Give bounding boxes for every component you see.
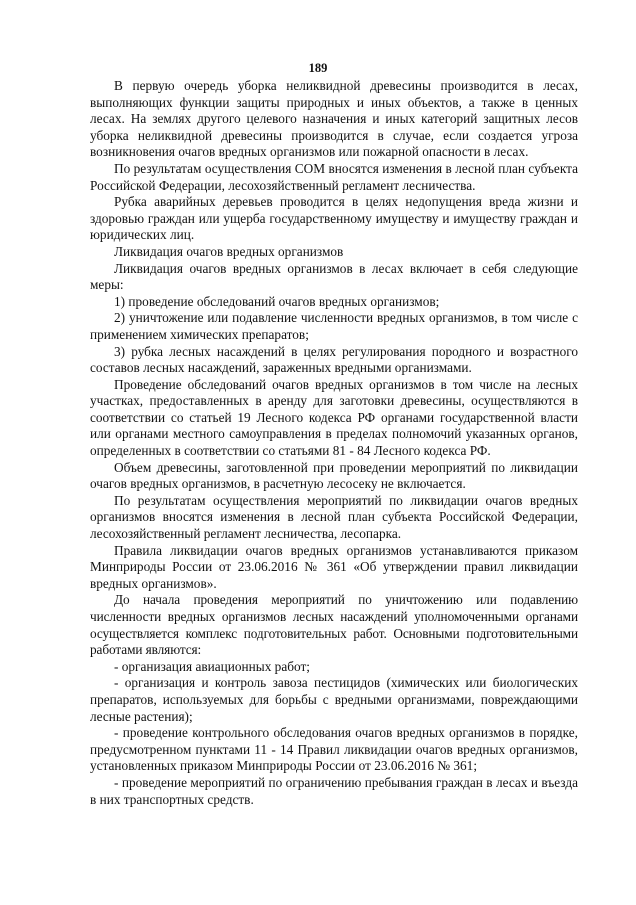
list-item-pesticides: - организация и контроль завоза пестицидов (химических или биологических препаратов, используемых для борьбы с вредными организмами, повреждающими лесные растения); xyxy=(90,675,578,724)
paragraph-preparatory-works: До начала проведения мероприятий по уничтожению или подавлению численности вредных организмов лесных насаждений уполномоченными органами осуществляется комплекс подготовительных работ. Основными подготовительными работами являются: xyxy=(90,592,578,658)
paragraph-forest-plan-changes: По результатам осуществления мероприятий по ликвидации очагов вредных организмов вносятся изменения в лесной план субъекта Российской Федерации, лесохозяйственный регламент лесничества, лесопарка. xyxy=(90,492,578,542)
section-heading-pest-elimination: Ликвидация очагов вредных организмов xyxy=(114,243,344,259)
paragraph-som-results: По результатам осуществления СОМ вносятся изменения в лесной план субъекта Российской Федерации, лесохозяйственный регламент лесничества. xyxy=(90,160,578,193)
list-item-measure-2: 2) уничтожение или подавление численности вредных организмов, в том числе с применением химических препаратов; xyxy=(90,310,578,342)
paragraph-surveys: Проведение обследований очагов вредных организмов в том числе на лесных участках, предоставленных в аренду для заготовки древесины, осуществляются в соответствии со статьей 19 Лесного кодекса РФ органами государственной власти или органами местного самоуправления в пределах полномочий указанных органов, определенных в соответствии со статьями 81 - 84 Лесного кодекса РФ. xyxy=(90,376,578,459)
paragraph-timber-volume: Объем древесины, заготовленной при проведении мероприятий по ликвидации очагов вредных организмов, в расчетную лесосеку не включается. xyxy=(90,459,578,492)
paragraph-emergency-felling: Рубка аварийных деревьев проводится в целях недопущения вреда жизни и здоровью граждан или ущерба государственному имуществу и имуществу граждан и юридических лиц. xyxy=(90,194,578,243)
paragraph-cleanup-priority: В первую очередь уборка неликвидной древесины производится в лесах, выполняющих функции защиты природных и иных объектов, а также в ценных лесах. На землях другого целевого назначения и иных категорий защитных лесов уборка неликвидной древесины производится в случае, если создается угроза возникновения очагов вредных организмов или пожарной опасности в лесах. xyxy=(90,78,578,160)
paragraph-measures-intro: Ликвидация очагов вредных организмов в лесах включает в себя следующие меры: xyxy=(90,260,578,293)
list-item-measure-3: 3) рубка лесных насаждений в целях регулирования породного и возрастного составов лесных насаждений, зараженных вредными организмами. xyxy=(90,343,578,376)
list-item-measure-1: 1) проведение обследований очагов вредных организмов; xyxy=(114,293,440,309)
list-item-access-restriction: - проведение мероприятий по ограничению пребывания граждан в лесах и въезда в них транспортных средств. xyxy=(90,774,578,807)
paragraph-rules-order: Правила ликвидации очагов вредных организмов устанавливаются приказом Минприроды России от 23.06.2016 № 361 «Об утверждении правил ликвидации вредных организмов». xyxy=(90,542,578,591)
list-item-aviation-works: - организация авиационных работ; xyxy=(114,658,310,674)
list-item-control-survey: - проведение контрольного обследования очагов вредных организмов в порядке, предусмотренном пунктами 11 - 14 Правил ликвидации очагов вредных организмов, установленных приказом Минприроды России от 23.06.2016 № 361; xyxy=(90,725,578,774)
page-number: 189 xyxy=(308,61,328,75)
document-body xyxy=(90,78,578,808)
